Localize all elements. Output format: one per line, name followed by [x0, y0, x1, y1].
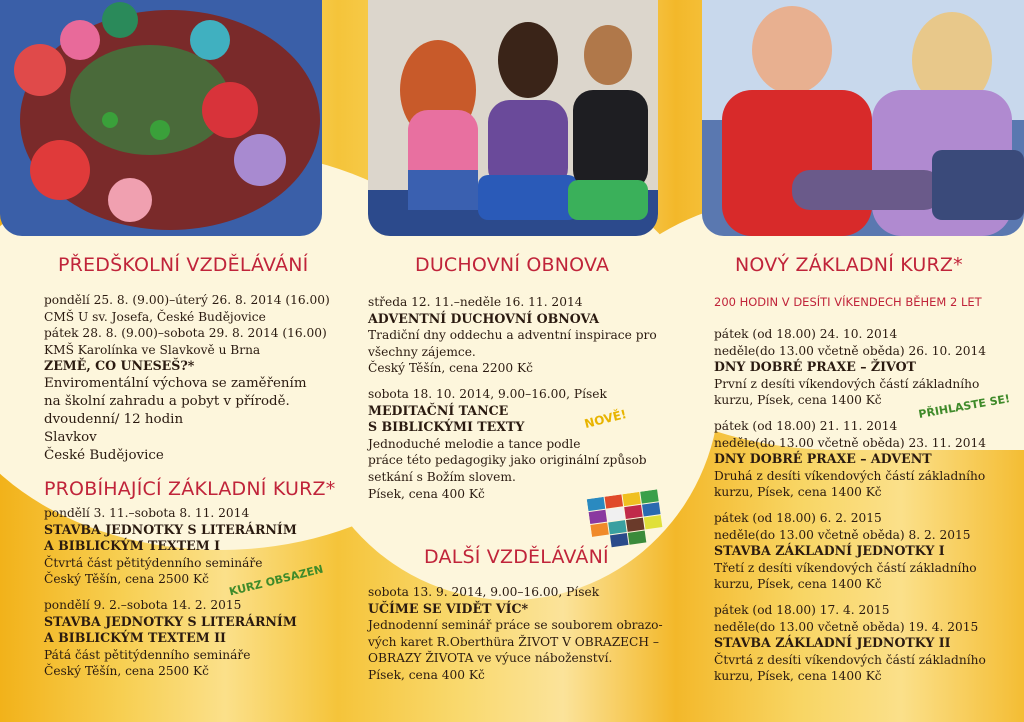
right-column-events	[714, 326, 986, 685]
event-desc: Čtvrtá část pětitýdenního semináře	[44, 555, 263, 570]
event-title: A BIBLICKÝM TEXTEM I	[44, 538, 220, 554]
event-date: středa 12. 11.–neděle 16. 11. 2014	[368, 295, 583, 309]
event-date: neděle(do 13.00 včetně oběda) 19. 4. 2015	[714, 619, 979, 634]
event-desc: Třetí z desíti víkendových částí základního	[714, 560, 977, 575]
event-desc: kurzu, Písek, cena 1400 Kč	[714, 577, 882, 592]
text-line: České Budějovice	[44, 447, 164, 463]
event-date: neděle(do 13.00 včetně oběda) 23. 11. 2014	[714, 435, 987, 450]
event-date: pátek (od 18.00) 6. 2. 2015	[714, 510, 882, 525]
event-desc: Písek, cena 400 Kč	[368, 667, 485, 682]
heading-new-basic-course: NOVÝ ZÁKLADNÍ KURZ*	[735, 254, 963, 276]
left-column-preschool	[44, 292, 330, 465]
text-line: pátek 28. 8. (9.00)–sobota 29. 8. 2014 (16.00)	[44, 326, 327, 341]
event-title: A BIBLICKÝM TEXTEM II	[44, 630, 226, 646]
event-title: STAVBA JEDNOTKY S LITERÁRNÍM	[44, 521, 297, 537]
text-line: Enviromentální výchova se zaměřením	[44, 375, 307, 391]
heading-spiritual-renewal: DUCHOVNÍ OBNOVA	[415, 254, 610, 276]
event-desc: Český Těšín, cena 2500 Kč	[44, 572, 209, 587]
event-title: MEDITAČNÍ TANCE	[368, 402, 509, 418]
event-desc: OBRAZY ŽIVOTA ve výuce náboženství.	[368, 651, 613, 666]
photo-girls-talking	[368, 0, 658, 236]
event-desc: práce této pedagogiky jako originální způsob	[368, 453, 647, 468]
picture-cards-image	[587, 489, 666, 551]
subheading-200-hours: 200 HODIN V DESÍTI VÍKENDECH BĚHEM 2 LET	[714, 295, 982, 309]
text-line: pondělí 25. 8. (9.00)–úterý 26. 8. 2014 (16.00)	[44, 293, 330, 307]
event-title: STAVBA JEDNOTKY S LITERÁRNÍM	[44, 613, 297, 629]
event-date: pondělí 9. 2.–sobota 14. 2. 2015	[44, 597, 242, 612]
event-desc: Čtvrtá z desíti víkendových částí základního	[714, 652, 986, 667]
event-desc: Jednoduché melodie a tance podle	[368, 436, 581, 451]
event-date: sobota 18. 10. 2014, 9.00–16.00, Písek	[368, 386, 607, 401]
event-desc: kurzu, Písek, cena 1400 Kč	[714, 393, 882, 408]
heading-further-education: DALŠÍ VZDĚLÁVÁNÍ	[424, 546, 609, 568]
text-line: CMŠ U sv. Josefa, České Budějovice	[44, 309, 266, 324]
middle-column-further	[368, 584, 663, 684]
event-desc: Tradiční dny oddechu a adventní inspirace pro	[368, 328, 657, 343]
event-date: pátek (od 18.00) 21. 11. 2014	[714, 418, 898, 433]
stamp-new: NOVĚ!	[582, 407, 628, 431]
event-desc: všechny zájemce.	[368, 344, 476, 359]
text-line: KMŠ Karolínka ve Slavkově u Brna	[44, 342, 261, 357]
stamp-course-full: KURZ OBSAZEN	[227, 562, 325, 599]
event-title: DNY DOBRÉ PRAXE – ADVENT	[714, 451, 932, 467]
stamp-sign-up: PŘIHLASTE SE!	[917, 392, 1012, 421]
course-title: ZEMĚ, CO UNESEŠ?*	[44, 358, 195, 374]
event-desc: Český Těšín, cena 2500 Kč	[44, 664, 209, 679]
photo-children-planting	[0, 0, 322, 236]
event-desc: Český Těšín, cena 2200 Kč	[368, 361, 533, 376]
left-column-ongoing	[44, 505, 297, 680]
event-title: ADVENTNÍ DUCHOVNÍ OBNOVA	[368, 310, 600, 326]
event-desc: Písek, cena 400 Kč	[368, 486, 485, 501]
event-desc: kurzu, Písek, cena 1400 Kč	[714, 485, 882, 500]
event-date: pátek (od 18.00) 17. 4. 2015	[714, 602, 890, 617]
event-title: UČÍME SE VIDĚT VÍC*	[368, 600, 529, 616]
event-date: sobota 13. 9. 2014, 9.00–16.00, Písek	[368, 585, 600, 599]
event-desc: Druhá z desíti víkendových částí základního	[714, 468, 986, 483]
text-line: na školní zahradu a pobyt v přírodě.	[44, 393, 290, 409]
event-desc: vých karet R.Oberthüra ŽIVOT V OBRAZECH –	[368, 634, 659, 649]
event-title: DNY DOBRÉ PRAXE – ŽIVOT	[714, 359, 916, 375]
event-title: S BIBLICKÝMI TEXTY	[368, 419, 525, 435]
event-date: pátek (od 18.00) 24. 10. 2014	[714, 327, 898, 341]
photo-children-socks	[702, 0, 1024, 236]
event-desc: První z desíti víkendových částí základního	[714, 376, 980, 391]
middle-column-renewal	[368, 294, 657, 502]
event-desc: setkání s Božím slovem.	[368, 469, 516, 484]
event-date: pondělí 3. 11.–sobota 8. 11. 2014	[44, 506, 250, 520]
event-date: neděle(do 13.00 včetně oběda) 8. 2. 2015	[714, 527, 971, 542]
event-desc: Pátá část pětitýdenního semináře	[44, 647, 251, 662]
text-line: dvoudenní/ 12 hodin	[44, 411, 184, 427]
heading-ongoing-course: PROBÍHAJÍCÍ ZÁKLADNÍ KURZ*	[44, 478, 336, 500]
event-title: STAVBA ZÁKLADNÍ JEDNOTKY II	[714, 635, 951, 651]
event-date: neděle(do 13.00 včetně oběda) 26. 10. 2014	[714, 343, 987, 358]
event-desc: Jednodenní seminář práce se souborem obrazo-	[368, 618, 663, 633]
event-desc: kurzu, Písek, cena 1400 Kč	[714, 669, 882, 684]
heading-preschool: PŘEDŠKOLNÍ VZDĚLÁVÁNÍ	[58, 254, 309, 276]
text-line: Slavkov	[44, 429, 97, 445]
event-title: STAVBA ZÁKLADNÍ JEDNOTKY I	[714, 543, 945, 559]
